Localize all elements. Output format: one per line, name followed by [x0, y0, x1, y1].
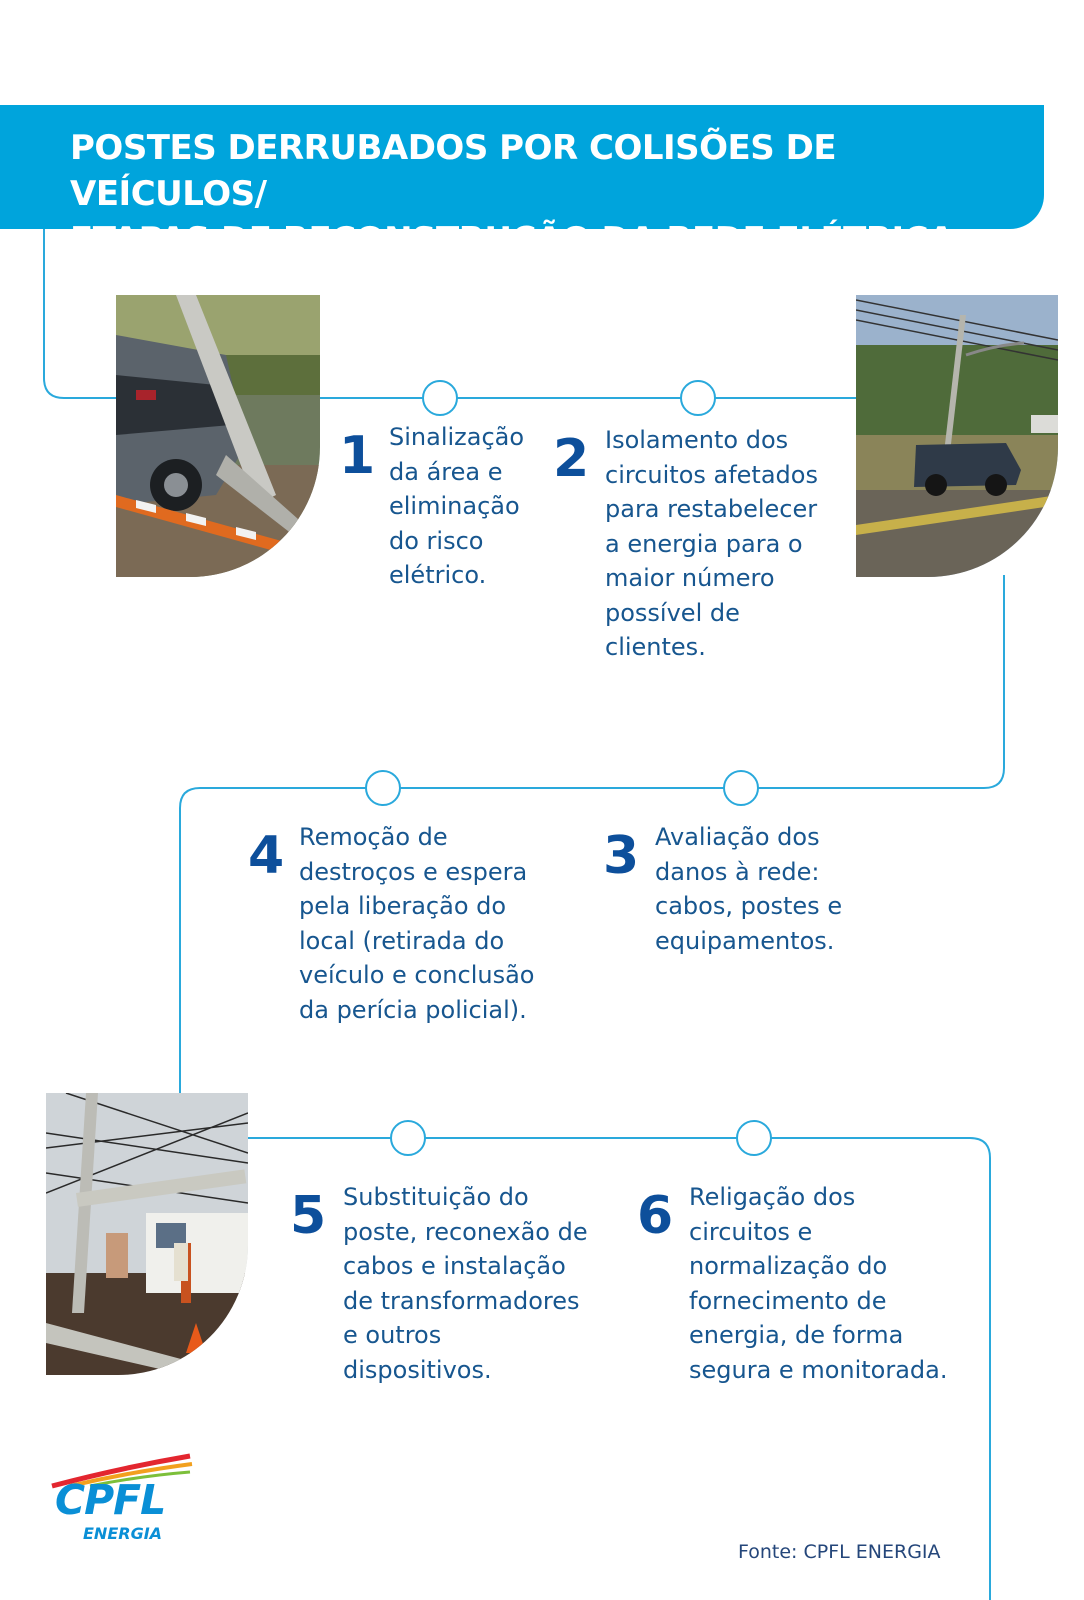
source-credit: Fonte: CPFL ENERGIA: [738, 1541, 941, 1563]
timeline-node: [737, 1121, 771, 1155]
logo-brand: CPFL: [55, 1476, 166, 1524]
timeline-node: [681, 381, 715, 415]
step-number-2: 2: [553, 429, 590, 489]
timeline-node: [391, 1121, 425, 1155]
step-text-6: Religação dos circuitos e normalização do fornecimento de energia, de forma segura e monitorada.: [689, 1183, 948, 1384]
cpfl-logo: [50, 1450, 200, 1550]
step-text-5: Substituição do poste, reconexão de cabos e instalação de transformadores e outros dispositivos.: [343, 1183, 588, 1384]
timeline-node: [724, 771, 758, 805]
step-number-1: 1: [339, 426, 376, 486]
step-text-3: Avaliação dos danos à rede: cabos, postes e equipamentos.: [655, 823, 843, 955]
page-title: [70, 125, 1030, 263]
step-text-4: Remoção de destroços e espera pela liberação do local (retirada do veículo e conclusão da perícia policial).: [299, 823, 535, 1024]
step-number-4: 4: [248, 826, 285, 886]
title-line-2: ETAPAS DE RECONSTRUÇÃO DA REDE ELÉTRICA: [70, 220, 954, 260]
step-text-2: Isolamento dos circuitos afetados para restabelecer a energia para o maior número possível de clientes.: [605, 426, 818, 661]
logo-sub: ENERGIA: [83, 1524, 163, 1543]
step-text-1: Sinalização da área e eliminação do risco elétrico.: [389, 423, 525, 589]
step-number-5: 5: [290, 1186, 327, 1246]
step-number-3: 3: [603, 826, 640, 886]
step-number-6: 6: [637, 1186, 674, 1246]
timeline-node: [423, 381, 457, 415]
header-banner: [0, 105, 1044, 260]
timeline-node: [366, 771, 400, 805]
title-line-1: POSTES DERRUBADOS POR COLISÕES DE VEÍCULOS/: [70, 128, 837, 214]
